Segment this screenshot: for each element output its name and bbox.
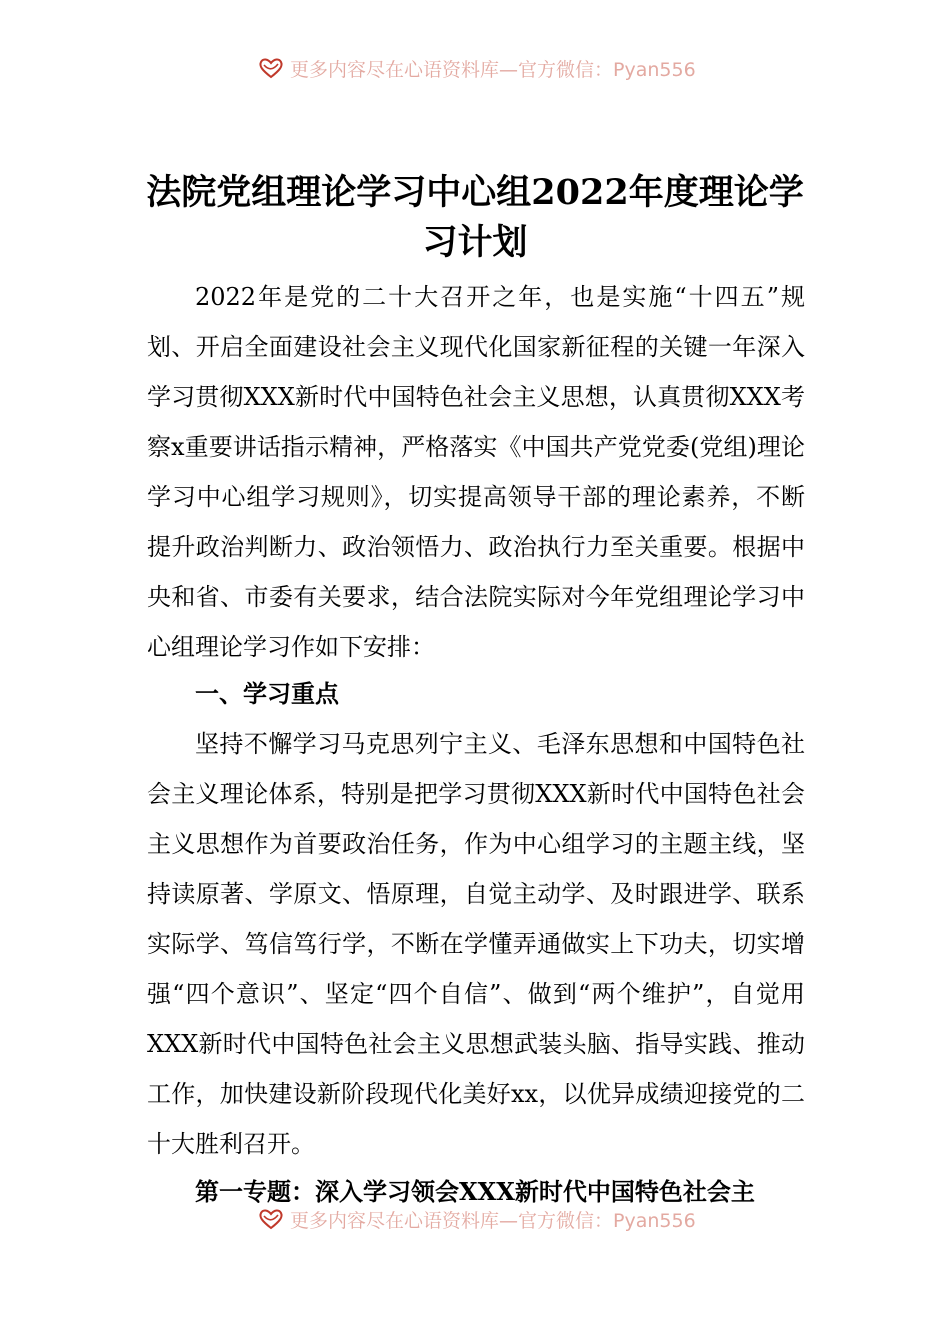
heart-logo-icon	[258, 57, 284, 79]
section-heading-study-focus: 一、学习重点	[195, 680, 339, 708]
page-title: 法院党组理论学习中心组2022年度理论学习计划	[146, 172, 804, 263]
intro-paragraph: 2022年是党的二十大召开之年，也是实施“十四五”规划、开启全面建设社会主义现代化国家新征程的关键一年深入学习贯彻XXX新时代中国特色社会主义思想，认真贯彻XXX考察x重要讲话指示精神，严格落实《中国共产党党委(党组)理论学习中心组学习规则》，切实提高领导干部的理论素养，不断提升政治判断力、政治领悟力、政治执行力至关重要。根据中央和省、市委有关要求，结合法院实际对今年党组理论学习中心组理论学习作如下安排：	[147, 283, 805, 661]
heart-logo-icon	[258, 1208, 284, 1230]
watermark-top	[258, 56, 778, 80]
watermark-text: 更多内容尽在心语资料库—官方微信：Pyan556	[290, 58, 696, 80]
topic-one-heading: 第一专题：深入学习领会XXX新时代中国特色社会主	[195, 1177, 755, 1206]
watermark-bottom	[258, 1207, 778, 1231]
watermark-text: 更多内容尽在心语资料库—官方微信：Pyan556	[290, 1209, 696, 1231]
study-focus-paragraph: 坚持不懈学习马克思列宁主义、毛泽东思想和中国特色社会主义理论体系，特别是把学习贯彻XXX新时代中国特色社会主义思想作为首要政治任务，作为中心组学习的主题主线，坚持读原著、学原文、悟原理，自觉主动学、及时跟进学、联系实际学、笃信笃行学，不断在学懂弄通做实上下功夫，切实增强“四个意识”、坚定“四个自信”、做到“两个维护”，自觉用XXX新时代中国特色社会主义思想武装头脑、指导实践、推动工作，加快建设新阶段现代化美好xx，以优异成绩迎接党的二十大胜利召开。	[147, 730, 805, 1158]
